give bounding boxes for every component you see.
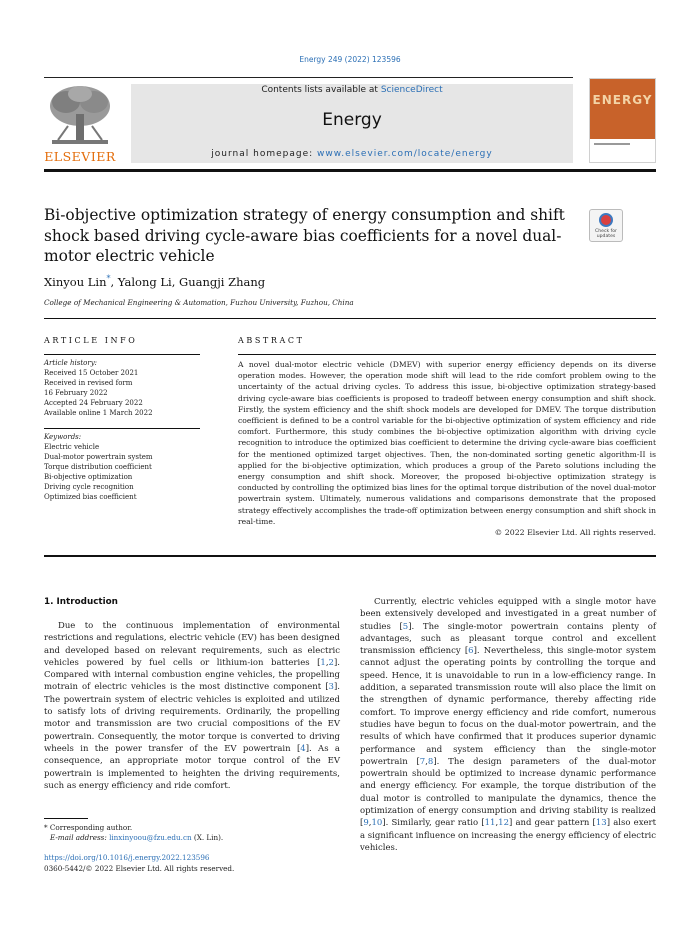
email-suffix: (X. Lin).	[193, 833, 224, 842]
doi-block	[44, 853, 234, 874]
body-text: ]. The powertrain system of electric vehicles is exploited and utilized to satisfy lots of driving requirements. Ordinarily, the propelling motor and transmission are two crucial compositions of the EV powertrain. Consequently, the motor torque is converted to driving wheels in the power transfer of the EV powertrain [	[44, 682, 340, 754]
corresponding-author-mark[interactable]: *	[106, 274, 111, 283]
email-line	[44, 833, 223, 843]
homepage-line	[131, 149, 573, 159]
body-text: ,	[495, 818, 499, 829]
intro-paragraph-2	[360, 596, 656, 854]
contents-line	[131, 85, 573, 95]
abstract-text: A novel dual-motor electric vehicle (DMEV) with superior energy efficiency depends on its diverse operation modes. However, the operation mode shift will lead to the ride comfort problem owing to the uncertainty of the actual driving cycles. To address this issue, bi-objective optimization strategy-based driving cycle-aware bias coefficients is proposed to tradeoff between energy consumption and shift shock. Firstly, the system efficiency and the shift shock models are developed for DMEV. The torque distribution coefficient is defined to be a control variable for the bi-objective optimization of system efficiency and ride comfort. Furthermore, this study combines the bi-objective optimization algorithm with driving cycle recognition to introduce the optimized bias coefficient to determine the driving cycle-aware bias coefficient for the mentioned optimized target objectives. Then, the non-dominated sorting genetic algorithm-II is applied for the bi-objective optimization, which produces a group of the Pareto solutions including the energy consumption and shift shock. Moreover, the proposed bi-objective optimization strategy is conducted by controlling the optimized bias lines for the optimal torque distribution of the novel dual-motor powertrain system. Ultimately, numerous validations and comparisons demonstrate that the proposed strategy effectively accomplishes the trade-off optimization between energy consumption and shift shock in real-time.	[238, 360, 656, 526]
check-updates-icon	[599, 213, 613, 227]
author-lead[interactable]: Xinyou Lin	[44, 274, 107, 289]
homepage-prefix: journal homepage:	[211, 149, 318, 159]
cover-image	[590, 79, 655, 139]
keyword-item: Optimized bias coefficient	[44, 493, 137, 501]
reference-link[interactable]: 4	[300, 743, 306, 754]
keyword-item: Bi-objective optimization	[44, 473, 133, 481]
article-info-heading: ARTICLE INFO	[44, 336, 138, 345]
journal-citation[interactable]: Energy 249 (2022) 123596	[299, 55, 401, 64]
header-rule	[44, 77, 573, 78]
body-column-right	[360, 596, 656, 854]
reference-link[interactable]: 13	[595, 818, 607, 829]
corresponding-text: Corresponding author.	[49, 823, 133, 832]
article-title: Bi-objective optimization strategy of energy consumption and shift shock based driving cycle-aware bias coefficients for a novel dual-motor electric vehicle	[44, 206, 565, 265]
keyword-item: Dual-motor powertrain system	[44, 453, 153, 461]
affiliation: College of Mechanical Engineering & Automation, Fuzhou University, Fuzhou, China	[44, 298, 354, 307]
author-list	[44, 274, 265, 289]
body-text: ,	[325, 657, 329, 668]
body-text: ]. Similarly, gear ratio [	[382, 818, 485, 829]
corresponding-line	[44, 823, 223, 833]
reference-link[interactable]: 10	[371, 818, 383, 829]
keywords	[44, 432, 204, 502]
reference-link[interactable]: 7	[419, 756, 426, 767]
cover-title: ENERGY	[592, 93, 653, 107]
reference-link[interactable]: 8	[427, 756, 434, 767]
body-column-left	[44, 620, 340, 792]
footnote-rule	[44, 818, 88, 819]
corresponding-mark: *	[44, 823, 48, 832]
history-item: Available online 1 March 2022	[44, 409, 153, 417]
reference-link[interactable]: 6	[468, 646, 474, 657]
keyword-item: Electric vehicle	[44, 443, 100, 451]
check-for-updates-button[interactable]	[589, 209, 623, 242]
reference-link[interactable]: 3	[328, 682, 334, 693]
abstract-heading: ABSTRACT	[238, 336, 305, 345]
contents-prefix: Contents lists available at	[261, 85, 381, 95]
reference-link[interactable]: 2	[328, 657, 334, 668]
elsevier-logo[interactable]	[44, 84, 116, 164]
article-info-rule	[44, 354, 200, 355]
body-text: ,	[425, 756, 428, 767]
email-link[interactable]: linxinyoou@fzu.edu.cn	[109, 833, 192, 842]
history-label: Article history:	[44, 359, 98, 367]
reference-link[interactable]: 11	[484, 818, 496, 829]
body-text: ,	[368, 818, 372, 829]
body-text: ]. Compared with internal combustion engine vehicles, the propelling motrain of electric vehicles is the most distinctive component [	[44, 657, 340, 693]
keyword-item: Driving cycle recognition	[44, 483, 134, 491]
abstract-copyright: © 2022 Elsevier Ltd. All rights reserved.	[494, 528, 656, 537]
homepage-link[interactable]: www.elsevier.com/locate/energy	[317, 149, 493, 159]
journal-cover-thumbnail[interactable]	[589, 78, 656, 163]
history-item: Accepted 24 February 2022	[44, 399, 143, 407]
body-text: ]. Nevertheless, this single-motor system cannot adjust the operating points by controlling the torque and speed. Hence, it is unavoidable to run in a low-efficiency range. In addition, a separated transmission route will also place the limit on the strengthen of dynamic performance, thereby affecting ride comfort. To improve energy efficiency and ride comfort, numerous studies have begun to focus on the dual-motor powertrain, and the results of which have confirmed that it produces superior dynamic performance and system efficiency than the single-motor powertrain [	[360, 646, 657, 767]
section-heading-introduction: 1. Introduction	[44, 597, 118, 607]
reference-link[interactable]: 1	[320, 657, 326, 668]
reference-link[interactable]: 9	[363, 818, 369, 829]
journal-name: Energy	[322, 110, 382, 130]
article-history	[44, 358, 204, 418]
elsevier-wordmark: ELSEVIER	[44, 149, 116, 164]
body-text: Currently, electric vehicles equipped with a single motor have been extensively developed and investigated in a great number of studies [	[360, 597, 656, 632]
body-text: ] also exert a significant influence on increasing the energy efficiency of electric vehicles.	[360, 818, 656, 853]
history-item: Received in revised form	[44, 379, 133, 387]
abstract-rule	[238, 354, 656, 355]
keywords-label: Keywords:	[44, 433, 82, 441]
issn-line: 0360-5442/© 2022 Elsevier Ltd. All rights reserved.	[44, 863, 235, 873]
reference-link[interactable]: 12	[498, 818, 509, 829]
history-item: 16 February 2022	[44, 389, 108, 397]
corresponding-footnote	[44, 823, 223, 843]
header-thick-rule	[44, 169, 656, 172]
keywords-rule	[44, 428, 200, 429]
author-others[interactable]: , Yalong Li, Guangji Zhang	[110, 274, 266, 289]
abstract-end-rule	[44, 555, 656, 557]
sciencedirect-link[interactable]: ScienceDirect	[380, 85, 443, 95]
affiliation-rule	[44, 318, 656, 319]
body-text: ]. The single-motor powertrain contains plenty of advantages, such as pleasant torque control and excellent transmission efficiency [	[360, 621, 657, 657]
intro-paragraph-1	[44, 620, 340, 792]
body-text: ]. As a consequence, an appropriate motor torque control of the EV powertrain is implemented to heighten the driving requirements, such as energy efficiency and ride comfort.	[44, 743, 340, 791]
reference-link[interactable]: 5	[402, 621, 409, 632]
body-text: ] and gear pattern [	[508, 818, 596, 829]
email-label: E-mail address:	[50, 833, 107, 842]
journal-banner	[131, 84, 573, 163]
check-updates-label: Check for updates	[595, 229, 617, 239]
history-item: Received 15 October 2021	[44, 369, 139, 377]
doi-link[interactable]: https://doi.org/10.1016/j.energy.2022.123596	[44, 853, 210, 862]
keyword-item: Torque distribution coefficient	[44, 463, 152, 471]
body-text: Due to the continuous implementation of environmental restrictions and regulations, electric vehicle (EV) has been designed and developed based on relevant requirements, such as electric vehicles powered by fuel cells or lithium-ion batteries [	[44, 621, 340, 668]
elsevier-tree-icon	[44, 84, 116, 148]
body-text: ]. The design parameters of the dual-motor powertrain should be optimized to increase dynamic performance and energy efficiency. For example, the torque distribution of the dual motor is controlled to manipulate the dynamics, thence the optimization of energy consumption and driving stability is realized [	[360, 756, 656, 829]
cover-divider	[594, 143, 630, 145]
